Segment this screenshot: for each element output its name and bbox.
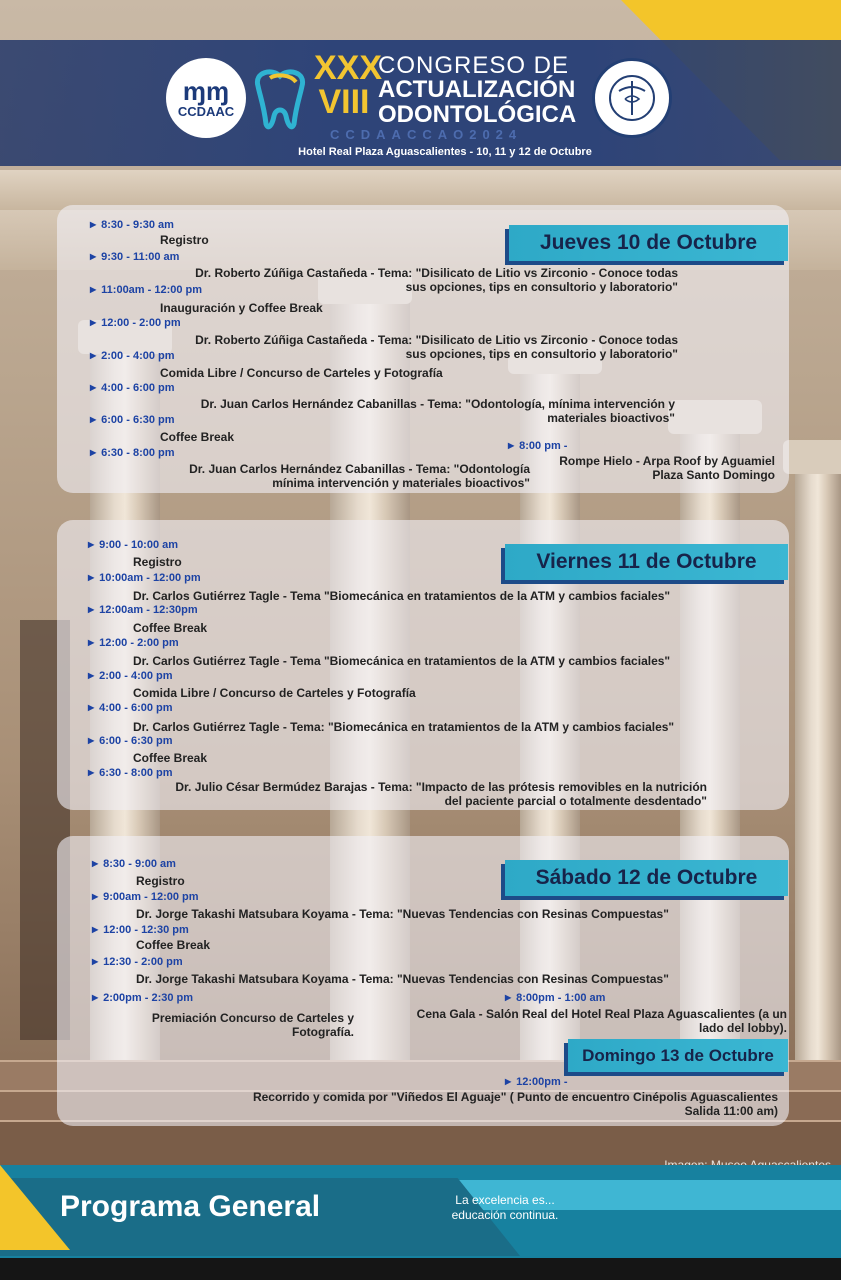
- time-slot: ▶ 9:00 - 10:00 am: [88, 539, 178, 551]
- event-title: Dr. Roberto Zúñiga Castañeda - Tema: "Disilicato de Litio vs Zirconio - Conoce todas sus opciones, tips en consultorio y laboratorio": [195, 333, 678, 361]
- time-slot: ▶ 12:00 - 2:00 pm: [90, 317, 181, 329]
- time-slot: ▶ 4:00 - 6:00 pm: [90, 382, 175, 394]
- event-title: Registro: [136, 874, 185, 888]
- association-seal-logo: [592, 58, 672, 138]
- event-title: Cena Gala - Salón Real del Hotel Real Plaza Aguascalientes (a un lado del lobby).: [416, 1007, 787, 1035]
- building-entablature: [0, 170, 841, 210]
- day-title-friday: Viernes 11 de Octubre: [505, 544, 788, 580]
- time-slot: ▶ 8:00pm - 1:00 am: [505, 992, 605, 1004]
- time-slot: ▶ 10:00am - 12:00 pm: [88, 572, 201, 584]
- time-slot: ▶ 11:00am - 12:00 pm: [90, 284, 202, 296]
- time-slot: ▶ 12:00pm -: [505, 1076, 568, 1088]
- event-title: Coffee Break: [136, 938, 211, 952]
- column: [795, 440, 841, 1080]
- event-hashtag: CCDAACCAO2024: [330, 127, 523, 142]
- time-slot: ▶ 12:00am - 12:30pm: [88, 604, 198, 616]
- event-title: Coffee Break: [133, 751, 208, 765]
- event-title: Dr. Carlos Gutiérrez Tagle - Tema "Biomecánica en tratamientos de la ATM y cambios faciales": [133, 589, 671, 603]
- event-title: Recorrido y comida por "Viñedos El Aguaje" ( Punto de encuentro Cinépolis Aguascalientes Salida 11:00 am): [252, 1090, 778, 1118]
- congress-title-line3: ODONTOLÓGICA: [378, 101, 577, 128]
- time-slot: ▶ 6:30 - 8:00 pm: [88, 767, 173, 779]
- slogan: La excelencia es... educación continua.: [451, 1193, 559, 1222]
- congress-title-line1: CONGRESO DE: [378, 52, 570, 79]
- time-slot: ▶ 8:00 pm -: [508, 440, 567, 452]
- day-title-saturday: Sábado 12 de Octubre: [505, 860, 788, 896]
- venue-dates: Hotel Real Plaza Aguascalientes - 10, 11 y 12 de Octubre: [298, 146, 592, 158]
- time-slot: ▶ 9:00am - 12:00 pm: [92, 891, 199, 903]
- event-title: Dr. Carlos Gutiérrez Tagle - Tema: "Biomecánica en tratamientos de la ATM y cambios faciales": [133, 720, 675, 734]
- event-title: Dr. Julio César Bermúdez Barajas - Tema: "Impacto de las prótesis removibles en la nutrición del paciente parcial o totalmente desdentado": [175, 780, 707, 808]
- event-title: Comida Libre / Concurso de Carteles y Fotografía: [133, 686, 416, 700]
- time-slot: ▶ 12:00 - 12:30 pm: [92, 924, 189, 936]
- caduceus-icon: [607, 73, 657, 123]
- roman-numeral-top: XXX: [314, 49, 383, 87]
- roman-numeral-bottom: VIII: [318, 83, 370, 121]
- event-title: Dr. Juan Carlos Hernández Cabanillas - Tema: "Odontología, mínima intervención y materiales bioactivos": [200, 397, 675, 425]
- event-title: Dr. Roberto Zúñiga Castañeda - Tema: "Disilicato de Litio vs Zirconio - Conoce todas sus opciones, tips en consultorio y laboratorio": [195, 266, 678, 294]
- event-title: Coffee Break: [160, 430, 235, 444]
- ccdaac-logo-mark: ɱɱ: [182, 75, 230, 106]
- event-title: Rompe Hielo - Arpa Roof by Aguamiel Plaza Santo Domingo: [559, 454, 775, 482]
- ccdaac-logo-text: CCDAAC: [177, 103, 235, 119]
- event-title: Coffee Break: [133, 621, 208, 635]
- event-title: Comida Libre / Concurso de Carteles y Fotografía: [160, 366, 443, 380]
- time-slot: ▶ 12:00 - 2:00 pm: [88, 637, 179, 649]
- event-title: Inauguración y Coffee Break: [160, 301, 323, 315]
- time-slot: ▶ 6:30 - 8:00 pm: [90, 447, 175, 459]
- time-slot: ▶ 9:30 - 11:00 am: [90, 251, 179, 263]
- time-slot: ▶ 6:00 - 6:30 pm: [88, 735, 173, 747]
- time-slot: ▶ 2:00 - 4:00 pm: [90, 350, 175, 362]
- congress-title-line2: ACTUALIZACIÓN: [378, 76, 576, 103]
- program-title: Programa General: [60, 1190, 321, 1223]
- event-title: Dr. Jorge Takashi Matsubara Koyama - Tema: "Nuevas Tendencias con Resinas Compuestas": [136, 972, 669, 986]
- time-slot: ▶ 8:30 - 9:00 am: [92, 858, 176, 870]
- ccdaac-logo: [166, 58, 246, 138]
- event-title: Registro: [133, 555, 182, 569]
- event-title: Registro: [160, 233, 209, 247]
- time-slot: ▶ 2:00pm - 2:30 pm: [92, 992, 193, 1004]
- footer-bottom-bar: [0, 1258, 841, 1280]
- event-title: Dr. Carlos Gutiérrez Tagle - Tema "Biomecánica en tratamientos de la ATM y cambios faciales": [133, 654, 671, 668]
- day-title-sunday: Domingo 13 de Octubre: [568, 1039, 788, 1072]
- event-title: Premiación Concurso de Carteles y Fotografía.: [151, 1011, 354, 1039]
- day-title-thursday: Jueves 10 de Octubre: [509, 225, 788, 261]
- time-slot: ▶ 2:00 - 4:00 pm: [88, 670, 173, 682]
- time-slot: ▶ 4:00 - 6:00 pm: [88, 702, 173, 714]
- tooth-icon: [250, 66, 310, 132]
- time-slot: ▶ 6:00 - 6:30 pm: [90, 414, 175, 426]
- event-title: Dr. Juan Carlos Hernández Cabanillas - Tema: "Odontología mínima intervención y materiales bioactivos": [189, 462, 530, 490]
- time-slot: ▶ 8:30 - 9:30 am: [90, 219, 174, 231]
- time-slot: ▶ 12:30 - 2:00 pm: [92, 956, 183, 968]
- event-title: Dr. Jorge Takashi Matsubara Koyama - Tema: "Nuevas Tendencias con Resinas Compuestas": [136, 907, 669, 921]
